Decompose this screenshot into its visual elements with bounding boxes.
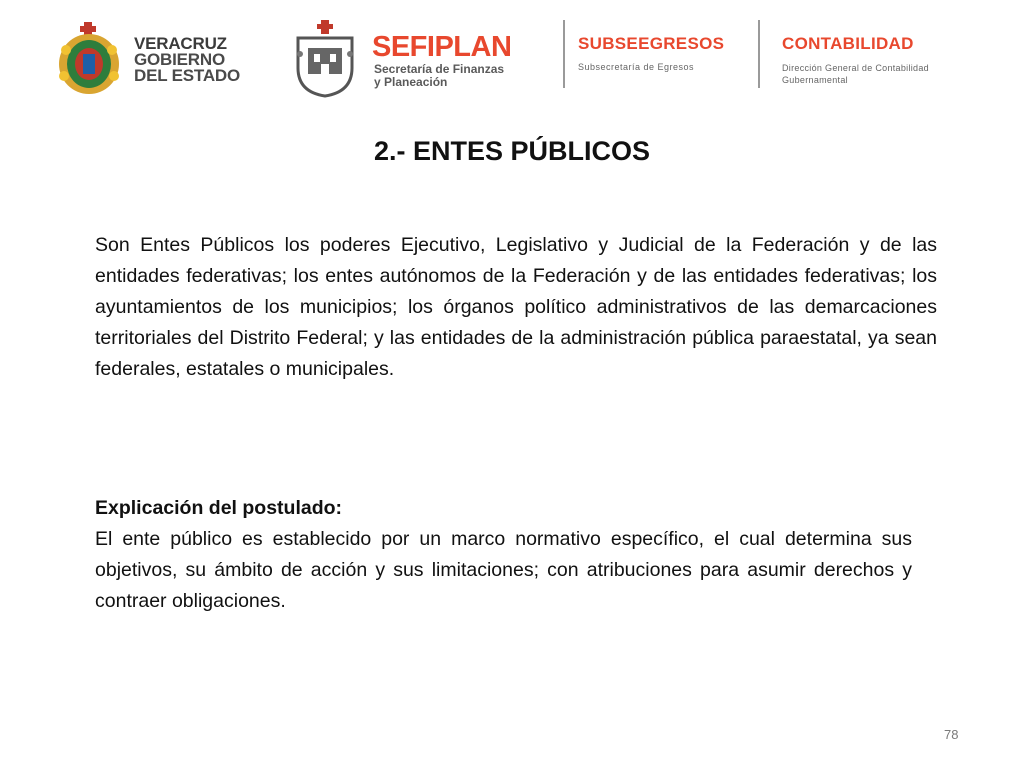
- header: [0, 0, 1024, 110]
- divider: [563, 20, 565, 88]
- slide-title: 2.- ENTES PÚBLICOS: [373, 136, 651, 166]
- explanation-section: [95, 493, 912, 617]
- veracruz-coat-of-arms-icon: [54, 20, 124, 96]
- contabilidad-subtitle: [782, 62, 929, 86]
- sefiplan-title: SEFIPLAN: [372, 31, 512, 63]
- sefiplan-emblem-icon: [290, 18, 360, 98]
- definition-paragraph: Son Entes Públicos los poderes Ejecutivo, Legislativo y Judicial de la Federación y de las entidades federativas; los entes autónomos de la Federación y de las entidades federativas; los ayuntamientos de los municipios; los órganos político administrativos de las demarcaciones territoriales del Distrito Federal; y las entidades de la administración pública paraestatal, ya sean federales, estatales o municipales.: [95, 234, 937, 380]
- contabilidad-line2: Gubernamental: [782, 75, 848, 85]
- explanation-text: El ente público es establecido por un marco normativo específico, el cual determina sus objetivos, su ámbito de acción y sus limitaciones; con atribuciones para asumir derechos y contraer obligaciones.: [95, 528, 912, 612]
- contabilidad-title: CONTABILIDAD: [782, 34, 914, 53]
- subsegresos-title: SUBSEEGRESOS: [578, 34, 725, 53]
- sefiplan-line1: Secretaría de Finanzas: [374, 62, 505, 76]
- sefiplan-subtitle: [374, 63, 504, 89]
- page-number: 78: [944, 727, 959, 742]
- contabilidad-line1: Dirección General de Contabilidad: [782, 63, 929, 73]
- divider: [758, 20, 760, 88]
- veracruz-logo-text: [134, 36, 240, 84]
- subsegresos-subtitle: Subsecretaría de Egresos: [578, 62, 695, 72]
- veracruz-line3: DEL ESTADO: [134, 66, 240, 85]
- explanation-label: Explicación del postulado:: [95, 497, 343, 519]
- veracruz-line1: VERACRUZ: [134, 34, 227, 53]
- veracruz-line2: GOBIERNO: [134, 50, 225, 69]
- sefiplan-line2: y Planeación: [374, 75, 448, 89]
